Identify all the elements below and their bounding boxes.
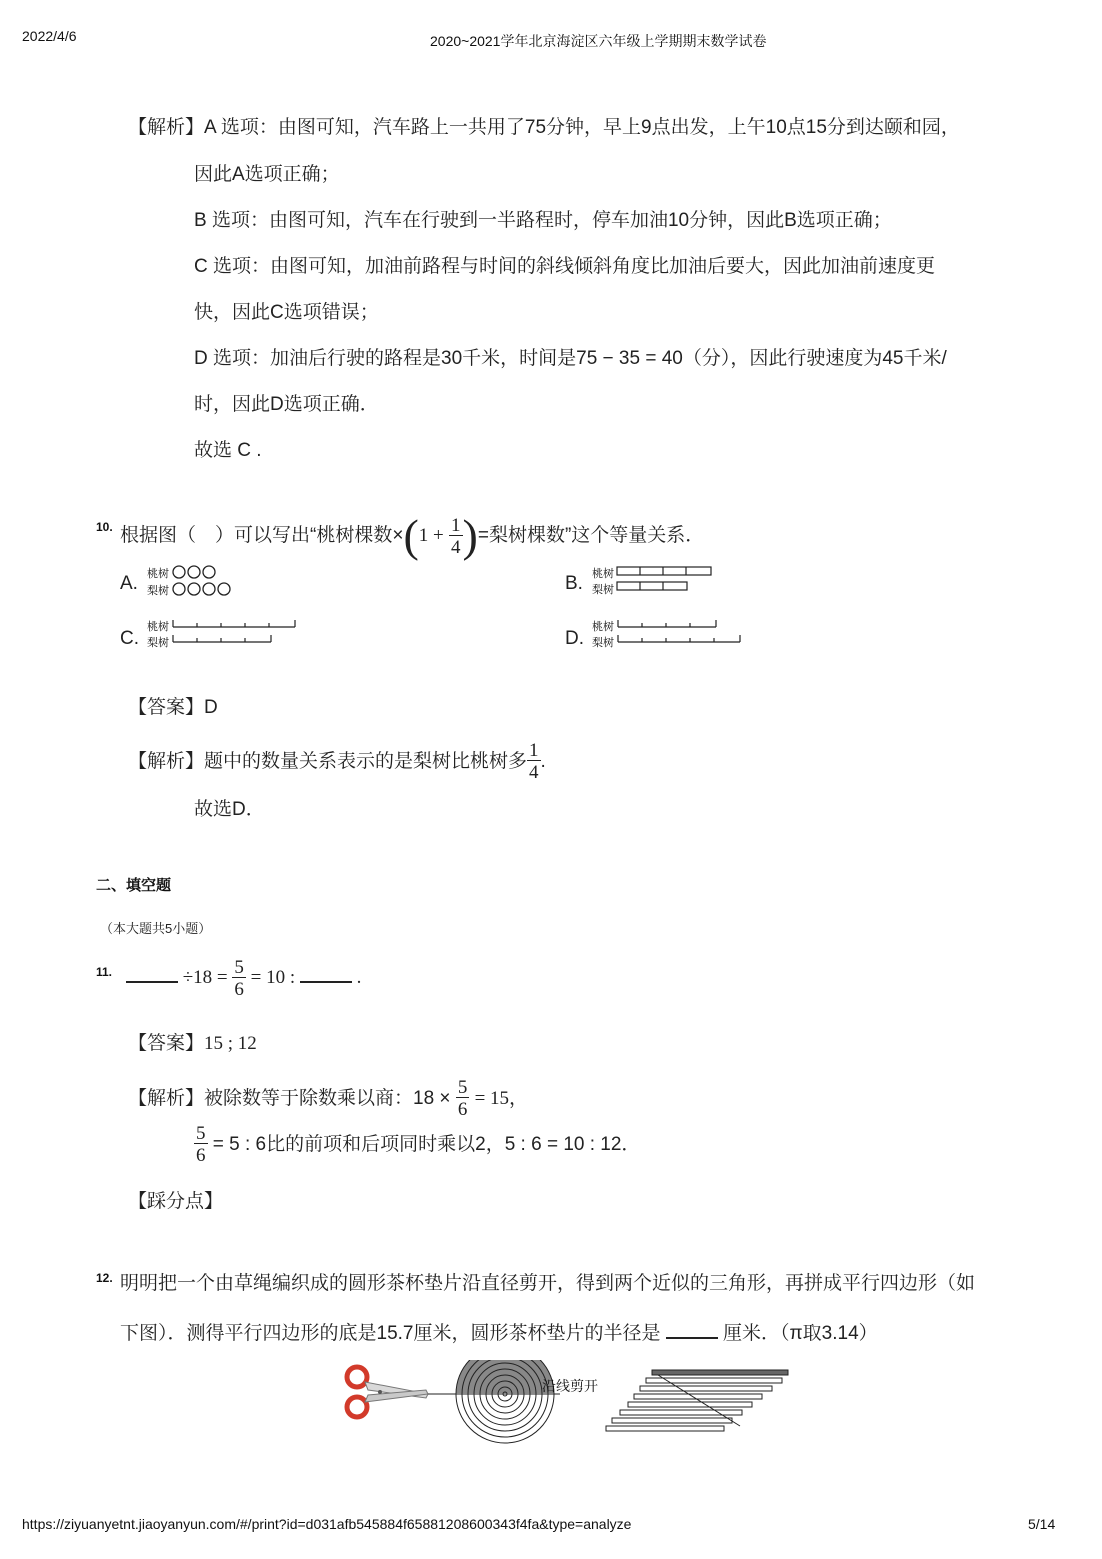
- question-number: 10.: [96, 520, 113, 534]
- q12-line2: [120, 1319, 878, 1347]
- fraction: [232, 958, 246, 999]
- q11-analysis-line1: [128, 1074, 528, 1124]
- q10-stem-a: 根据图（ ）可以写出“桃树棵数×: [120, 525, 404, 547]
- peach-label: 桃树: [592, 568, 614, 580]
- q9-analysis-line2: 因此A选项正确；: [194, 164, 340, 185]
- paren-open: (: [403, 510, 419, 561]
- question-number: 12.: [96, 1271, 113, 1285]
- analysis-label: 【解析】: [128, 1088, 205, 1109]
- section-note: （本大题共5小题）: [100, 921, 212, 936]
- question-number: 11.: [96, 965, 113, 979]
- answer-label: 【答案】: [128, 697, 205, 718]
- cut-label: 沿线剪开: [542, 1378, 598, 1394]
- page-url[interactable]: https://ziyuanyetnt.jiaoyanyun.com/#/print?id=d031afb545884f65881208600343f4fa&type=analyze: [22, 1516, 632, 1532]
- analysis-label: 【解析】: [128, 117, 205, 138]
- q10-answer: [128, 695, 218, 721]
- coaster-circles: [456, 1360, 554, 1443]
- q10-conclusion: 故选D．: [194, 799, 265, 820]
- paren-close: ): [462, 510, 478, 561]
- ratio-expression: = 10 :: [250, 967, 296, 988]
- option-c-segments-diagram: [172, 618, 302, 646]
- peach-label: 桃树: [147, 568, 169, 580]
- answer-blank[interactable]: [300, 963, 352, 983]
- q11-equation: [126, 952, 361, 1004]
- fraction: [449, 516, 463, 557]
- q11-answer: [128, 1031, 257, 1057]
- denominator: 6: [196, 1145, 206, 1167]
- numerator: 5: [234, 957, 244, 979]
- option-d-label[interactable]: D.: [565, 628, 584, 649]
- q12-figure: [340, 1360, 800, 1450]
- option-b-bars-diagram: [616, 565, 716, 595]
- peach-label: 桃树: [147, 621, 169, 633]
- fraction: [527, 741, 541, 782]
- q12-text-b: 厘米．（π取3.14）: [723, 1323, 878, 1344]
- analysis-result: = 15，: [474, 1088, 529, 1109]
- answer-blank[interactable]: [126, 963, 178, 983]
- option-b-label[interactable]: B.: [565, 573, 583, 594]
- section-title: 二、填空题: [96, 877, 172, 894]
- parallelogram-strips: [606, 1370, 788, 1431]
- q9-analysis-line7: 时，因此D选项正确．: [194, 394, 379, 415]
- div-expression: ÷18 =: [182, 967, 228, 988]
- denominator: 4: [451, 536, 461, 558]
- q9-analysis-line1: [128, 115, 960, 141]
- q10-stem-b: =梨树棵数”这个等量关系．: [477, 525, 705, 546]
- analysis-text: A 选项：由图可知，汽车路上一共用了75分钟，早上9点出发，上午10点15分到达颐和园，: [204, 117, 960, 138]
- numerator: 1: [451, 514, 461, 536]
- peach-label: 桃树: [592, 621, 614, 633]
- numerator: 5: [457, 1077, 468, 1099]
- document-title: 2020~2021学年北京海淀区六年级上学期期末数学试卷: [430, 33, 767, 49]
- pear-label: 梨树: [592, 637, 614, 649]
- analysis-end: .: [540, 751, 546, 772]
- scissors-icon: [347, 1367, 428, 1417]
- fraction: [194, 1124, 208, 1165]
- q9-conclusion: 故选 C .: [194, 440, 262, 461]
- q10-stem: [120, 508, 704, 564]
- pear-label: 梨树: [592, 584, 614, 596]
- analysis-text: = 5 : 6比的前项和后项同时乘以2，5 : 6 = 10 : 12．: [212, 1134, 641, 1155]
- period: .: [356, 967, 362, 988]
- denominator: 6: [234, 979, 244, 1001]
- page-number: 5/14: [1028, 1516, 1056, 1532]
- one-plus: 1 +: [418, 525, 444, 546]
- print-date: 2022/4/6: [22, 28, 77, 44]
- analysis-label: 【解析】: [128, 751, 205, 772]
- q9-analysis-line3: B 选项：由图可知，汽车在行驶到一半路程时，停车加油10分钟，因此B选项正确；: [194, 210, 892, 231]
- denominator: 4: [529, 762, 539, 784]
- q10-analysis: [128, 738, 546, 786]
- q12-line1: 明明把一个由草绳编织成的圆形茶杯垫片沿直径剪开，得到两个近似的三角形，再拼成平行四边形（如: [120, 1273, 976, 1294]
- q9-analysis-line5: 快，因此C选项错误；: [194, 302, 379, 323]
- numerator: 5: [196, 1123, 206, 1145]
- fraction: [456, 1078, 470, 1119]
- q11-points-label: 【踩分点】: [128, 1191, 224, 1212]
- analysis-text: 被除数等于除数乘以商：18 ×: [204, 1088, 451, 1109]
- q11-analysis-line2: [194, 1120, 640, 1170]
- answer-label: 【答案】: [128, 1033, 205, 1054]
- q9-analysis-line6: D 选项：加油后行驶的路程是30千米，时间是75 − 35 = 40（分），因此行驶速度为45千米/: [194, 348, 947, 369]
- option-a-label[interactable]: A.: [120, 573, 138, 594]
- pear-label: 梨树: [147, 637, 169, 649]
- denominator: 6: [457, 1099, 468, 1121]
- answer-value: 15 ; 12: [204, 1033, 257, 1054]
- pear-label: 梨树: [147, 585, 169, 597]
- q9-analysis-line4: C 选项：由图可知，加油前路程与时间的斜线倾斜角度比加油后要大，因此加油前速度更: [194, 256, 936, 277]
- answer-value: D: [204, 697, 218, 718]
- analysis-text: 题中的数量关系表示的是梨树比桃树多: [204, 751, 528, 772]
- q12-text-a: 下图）．测得平行四边形的底是15.7厘米，圆形茶杯垫片的半径是: [120, 1323, 661, 1344]
- numerator: 1: [529, 740, 539, 762]
- answer-blank[interactable]: [666, 1319, 718, 1339]
- option-c-label[interactable]: C.: [120, 628, 139, 649]
- option-a-circles-diagram: [172, 564, 242, 598]
- option-d-segments-diagram: [617, 618, 747, 646]
